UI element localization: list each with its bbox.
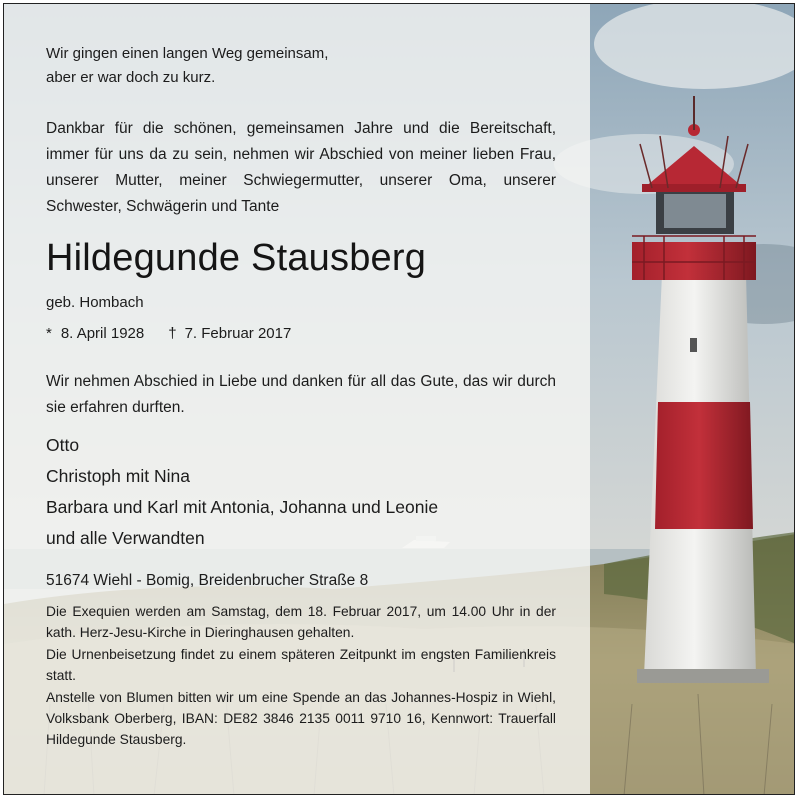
life-dates [46,323,291,345]
detail-paragraph: Die Urnenbeisetzung findet zu einem späteren Zeitpunkt im engsten Familienkreis statt. [46,646,556,684]
mourner: und alle Verwandten [46,528,205,548]
intro-verse [46,42,328,90]
farewell-text: Dankbar für die schönen, gemeinsamen Jahre und die Bereitschaft, immer für uns da zu sein, nehmen wir Abschied von meiner lieben Frau, unserer Mutter, meiner Schwiegermutter, unserer Oma, unserer Schwester, Schwägerin und Tante [46,120,556,215]
thanks-text: Wir nehmen Abschied in Liebe und danken für all das Gute, das wir durch sie erfahren durften. [46,373,556,416]
intro-line: aber er war doch zu kurz. [46,69,216,86]
service-details [46,601,556,751]
mourner: Christoph mit Nina [46,466,190,486]
death-date: 7. Februar 2017 [184,325,292,342]
mourner: Barbara und Karl mit Antonia, Johanna und Leonie [46,497,439,517]
detail-paragraph: Die Exequien werden am Samstag, dem 18. Februar 2017, um 14.00 Uhr in der kath. Herz-Jesu-Kirche in Dieringhausen gehalten. [46,604,556,641]
detail-paragraph: Anstelle von Blumen bitten wir um eine Spende an das Johannes-Hospiz in Wiehl, Volksbank Oberberg, IBAN: DE82 3846 2135 0011 9710 16, Kennwort: Trauerfall Hildegunde Stausberg. [46,689,556,748]
death-symbol-icon: † [168,325,177,342]
birth-date: 8. April 1928 [60,325,145,342]
birth-name: geb. Hombach [46,294,144,311]
mourner: Otto [46,435,80,455]
mourners-list [46,430,438,554]
address: 51674 Wiehl - Bomig, Breidenbrucher Straße 8 [46,572,369,589]
obituary-notice [3,3,795,795]
intro-line: Wir gingen einen langen Weg gemeinsam, [46,45,329,62]
deceased-name: Hildegunde Stausberg [46,237,427,279]
birth-symbol-icon: * [46,325,52,342]
